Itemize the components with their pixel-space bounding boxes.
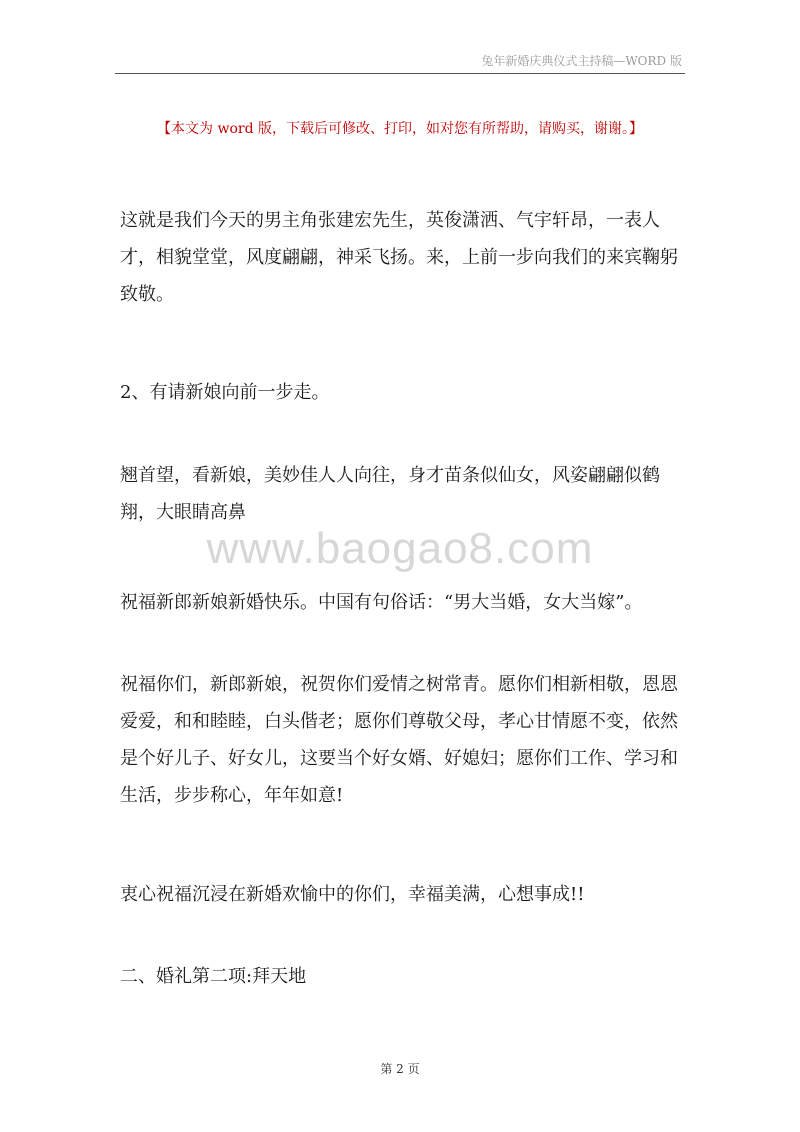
page-number: 第 2 页 [380, 1062, 420, 1076]
paragraph-congratulations: 祝福新郎新娘新婚快乐。中国有句俗话：“男大当婚，女大当嫁”。 [120, 592, 643, 613]
paragraph-blessing: 祝福你们，新郎新娘，祝贺你们爱情之树常青。愿你们相新相敬，恩恩爱爱，和和睦睦，白头偕老；愿你们尊敬父母，孝心甘情愿不变，依然是个好儿子、好女儿，这要当个好女婿、好媳妇；愿你们工作、学习和生活，步步称心，年年如意! [120, 674, 678, 806]
paragraph-bride-description: 翘首望，看新娘，美妙佳人人向往，身才苗条似仙女，风姿翩翩似鹤翔，大眼睛高鼻 [120, 465, 660, 523]
paragraph-bride-step: 2、有请新娘向前一步走。 [120, 382, 330, 403]
paragraph-groom-intro: 这就是我们今天的男主角张建宏先生，英俊潇洒、气宇轩昂，一表人才，相貌堂堂，风度翩翩，神采飞扬。来，上前一步向我们的来宾鞠躬致敬。 [120, 210, 678, 305]
section-heading-second-item: 二、婚礼第二项:拜天地 [120, 966, 307, 987]
header-divider [115, 73, 685, 74]
header-title: 兔年新婚庆典仪式主持稿—WORD 版 [481, 54, 682, 68]
paragraph-heartfelt-wish: 衷心祝福沉浸在新婚欢愉中的你们，幸福美满，心想事成!! [120, 884, 585, 905]
watermark-text: www.baogao8.com [206, 524, 594, 573]
purchase-notice: 【本文为 word 版，下载后可修改、打印，如对您有所帮助，请购买，谢谢。】 [157, 121, 643, 137]
